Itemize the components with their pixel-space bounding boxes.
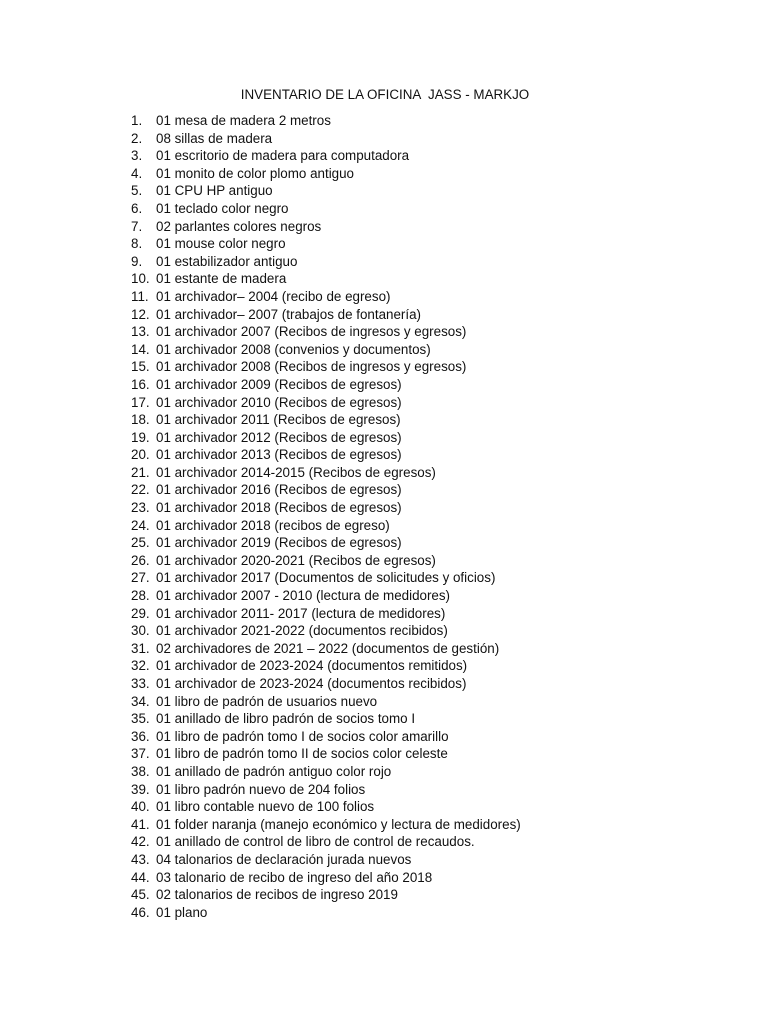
list-item-text: 02 talonarios de recibos de ingreso 2019 <box>156 887 398 903</box>
list-item-number: 41. <box>131 816 150 832</box>
list-item-number: 25. <box>131 535 150 551</box>
list-item-text: 01 teclado color negro <box>156 200 289 216</box>
list-item-text: 01 archivador– 2007 (trabajos de fontanería) <box>156 306 422 322</box>
list-item-text: 01 archivador 2007 - 2010 (lectura de medidores) <box>156 588 451 604</box>
list-item-number: 45. <box>131 887 150 903</box>
list-item-text: 01 archivador 2007 (Recibos de ingresos y egresos) <box>156 324 467 340</box>
list-item-number: 5. <box>131 183 143 199</box>
list-item-number: 12. <box>131 306 150 322</box>
list-item-text: 01 libro de padrón tomo I de socios color amarillo <box>156 728 449 744</box>
list-item-text: 01 plano <box>156 904 208 920</box>
list-item-number: 40. <box>131 799 150 815</box>
list-item-number: 20. <box>131 447 150 463</box>
list-item-text: 01 archivador 2012 (Recibos de egresos) <box>156 429 402 445</box>
list-item-number: 3. <box>131 148 143 164</box>
list-item-text: 01 folder naranja (manejo económico y lectura de medidores) <box>156 816 521 832</box>
list-item-number: 4. <box>131 165 143 181</box>
list-item-text: 01 archivador 2011 (Recibos de egresos) <box>156 412 401 428</box>
list-item-number: 38. <box>131 763 150 779</box>
list-item-text: 01 archivador 2008 (convenios y documentos) <box>156 341 431 357</box>
list-item-number: 44. <box>131 869 150 885</box>
list-item-text: 01 libro contable nuevo de 100 folios <box>156 799 375 815</box>
list-item-number: 18. <box>131 412 150 428</box>
list-item-text: 04 talonarios de declaración jurada nuevos <box>156 851 412 867</box>
list-item-number: 21. <box>131 464 150 480</box>
list-item-text: 01 escritorio de madera para computadora <box>156 148 410 164</box>
list-item-text: 01 archivador 2020-2021 (Recibos de egresos) <box>156 552 436 568</box>
list-item-text: 01 archivador de 2023-2024 (documentos recibidos) <box>156 676 467 691</box>
list-item-text: 01 archivador 2014-2015 (Recibos de egresos) <box>156 464 436 480</box>
list-item-number: 19. <box>131 429 150 445</box>
list-item-number: 14. <box>131 341 150 357</box>
list-item-number: 11. <box>131 288 149 304</box>
list-item-number: 31. <box>131 640 150 656</box>
list-item-text: 01 archivador 2021-2022 (documentos recibidos) <box>156 623 448 639</box>
document-title: INVENTARIO DE LA OFICINA JASS - MARKJO <box>240 87 530 102</box>
list-item-number: 29. <box>131 605 150 621</box>
list-item-text: 01 archivador 2018 (recibos de egreso) <box>156 517 390 533</box>
list-item-text: 01 libro de padrón de usuarios nuevo <box>156 693 378 709</box>
list-item-number: 23. <box>131 500 150 516</box>
list-item-number: 46. <box>131 904 150 920</box>
list-item-number: 37. <box>131 746 150 762</box>
list-item-number: 36. <box>131 728 150 744</box>
list-item-text: 01 archivador 2011- 2017 (lectura de medidores) <box>156 605 446 621</box>
list-item-text: 01 archivador 2017 (Documentos de solicitudes y oficios) <box>156 570 496 586</box>
list-item-number: 26. <box>131 552 150 568</box>
list-item-text: 01 archivador 2018 (Recibos de egresos) <box>156 500 402 516</box>
list-item-text: 01 archivador 2016 (Recibos de egresos) <box>156 482 402 498</box>
list-item-number: 35. <box>131 711 150 727</box>
list-item-text: 01 archivador– 2004 (recibo de egreso) <box>156 288 391 304</box>
list-item-number: 10. <box>131 271 150 287</box>
list-item-number: 30. <box>131 623 150 639</box>
list-item-text: 01 archivador 2019 (Recibos de egresos) <box>156 535 402 551</box>
list-item-text: 08 sillas de madera <box>156 130 273 146</box>
list-item-number: 24. <box>131 517 150 533</box>
list-item-number: 42. <box>131 834 150 850</box>
list-item-number: 7. <box>131 218 143 234</box>
list-item-number: 34. <box>131 693 150 709</box>
list-item-text: 02 parlantes colores negros <box>156 218 322 234</box>
list-item-text: 03 talonario de recibo de ingreso del año 2018 <box>156 869 433 885</box>
list-item-number: 27. <box>131 570 150 586</box>
list-item-text: 01 libro de padrón tomo II de socios color celeste <box>156 746 448 762</box>
list-item-number: 9. <box>131 253 143 269</box>
list-item-number: 22. <box>131 482 150 498</box>
list-item-number: 17. <box>131 394 150 410</box>
list-item-text: 01 estabilizador antiguo <box>156 253 298 269</box>
list-item-text: 01 archivador 2008 (Recibos de ingresos y egresos) <box>156 359 467 375</box>
list-item-text: 02 archivadores de 2021 – 2022 (documentos de gestión) <box>156 640 500 656</box>
list-item-number: 43. <box>131 851 150 867</box>
list-item-text: 01 CPU HP antiguo <box>156 183 273 199</box>
list-item-text: 01 libro padrón nuevo de 204 folios <box>156 781 366 797</box>
list-item-number: 33. <box>131 676 150 691</box>
list-item-text: 01 monito de color plomo antiguo <box>156 165 355 181</box>
list-item-text: 01 anillado de libro padrón de socios tomo I <box>156 711 416 727</box>
list-item-number: 8. <box>131 236 143 252</box>
list-item-text: 01 archivador 2010 (Recibos de egresos) <box>156 394 402 410</box>
list-item-number: 16. <box>131 376 150 392</box>
list-item-number: 13. <box>131 324 150 340</box>
list-item-text: 01 anillado de control de libro de control de recaudos. <box>156 834 475 850</box>
list-item-text: 01 archivador de 2023-2024 (documentos remitidos) <box>156 658 468 674</box>
list-item-number: 28. <box>131 588 150 604</box>
list-item-text: 01 anillado de padrón antiguo color rojo <box>156 763 392 779</box>
list-item-text: 01 mouse color negro <box>156 236 286 252</box>
list-item-text: 01 archivador 2009 (Recibos de egresos) <box>156 376 402 392</box>
list-item-text: 01 mesa de madera 2 metros <box>156 113 331 128</box>
list-item-number: 1. <box>131 113 143 128</box>
list-item-number: 39. <box>131 781 150 797</box>
list-item-number: 15. <box>131 359 150 375</box>
list-item-number: 2. <box>131 130 143 146</box>
list-item-text: 01 archivador 2013 (Recibos de egresos) <box>156 447 402 463</box>
list-item-number: 32. <box>131 658 150 674</box>
list-item-number: 6. <box>131 200 143 216</box>
list-item-text: 01 estante de madera <box>156 271 287 287</box>
